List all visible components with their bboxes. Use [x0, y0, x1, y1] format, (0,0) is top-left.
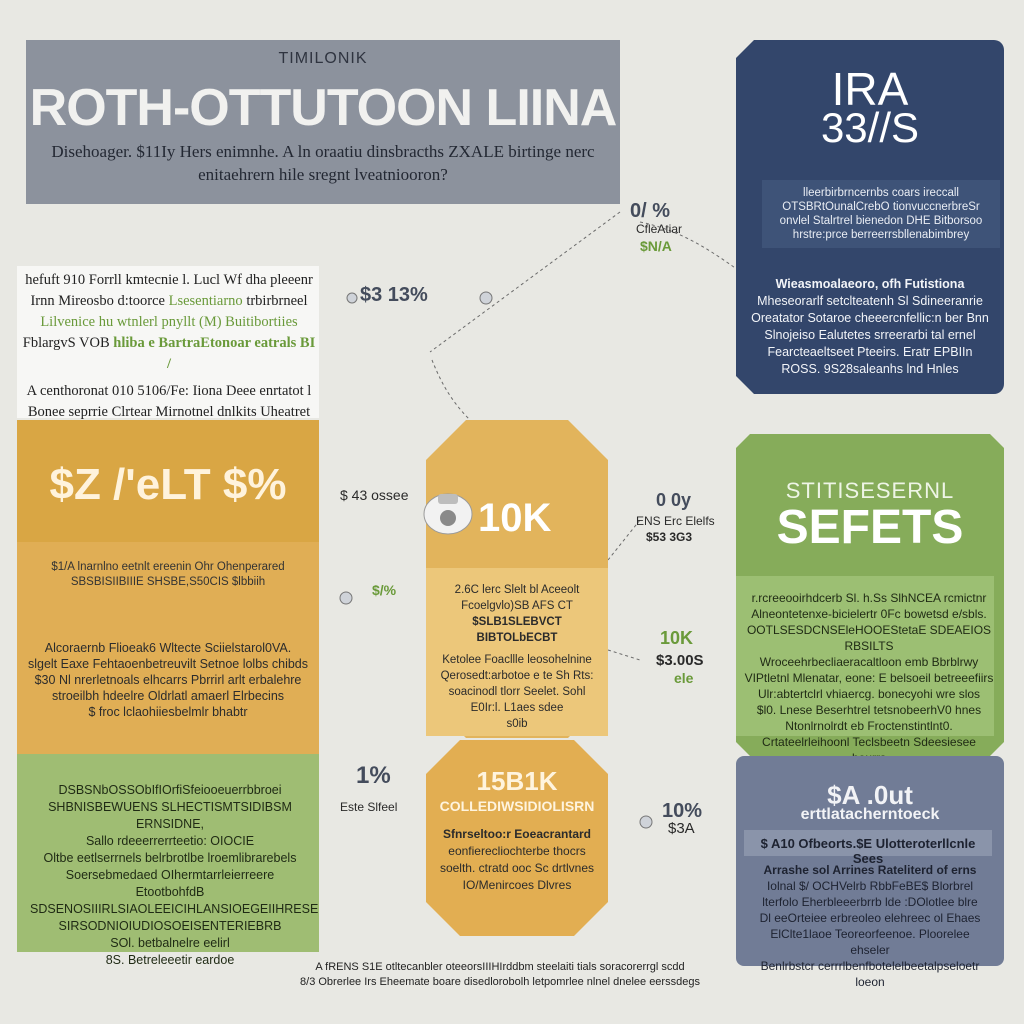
middle-panel-line: Qerosedt:arbotoe e te Sh Rts:: [440, 670, 594, 682]
connector-label-pct: 10K: [660, 628, 694, 648]
connector-line: [608, 650, 640, 660]
left-orange-line: SBSBISIIBIIIE SHSBE,S50CIS $lbbiih: [70, 576, 266, 588]
right-blue-text: [750, 862, 990, 990]
left-green-line: SOl. betbalnelre eelirl: [110, 936, 230, 950]
title-description: [26, 140, 620, 186]
connector-label-value: $ 43 ossee: [340, 487, 409, 503]
left-info-line: [22, 291, 316, 312]
left-info-line: hefuft 910 Forrll kmtecnie l. Lucl Wf dha pleeenr: [25, 272, 313, 288]
middle-panel-line: s0ib: [506, 718, 528, 730]
right-green-title: STITISESERNL: [785, 478, 955, 503]
title-desc-line: Disehoager. $11Iy Hers enimnhe. A ln oraatiu dinsbracths ZXALE birtinge nerc: [51, 142, 595, 161]
right-blue-line: ElClte1laoe Teoreorfeenoe. Ploorelee ehseler: [770, 927, 970, 957]
left-info-highlight: Lsesentiarno: [168, 293, 243, 309]
left-info-line: [22, 333, 316, 375]
middle-panel-lower-text: [436, 826, 598, 894]
right-green-line: Alneontetenxe-bicielertr 0Fc bowetsd e/sbls.: [751, 607, 987, 621]
middle-panel-line: Ketolee Foacllle leosohelnine: [442, 654, 592, 666]
right-green-line: Ntonlrnolrdt eb Froctenstintlnt0.: [785, 719, 953, 733]
middle-panel-lower-line: eonfierecliochterbe thocrs: [448, 844, 586, 858]
right-blue-subtitle: erttlatacherntoeck: [800, 806, 940, 823]
middle-panel-lower-figure: 15B1K: [476, 766, 558, 796]
ira-body-line: Mheseorarlf setclteatenh Sl Sdineeranrie: [757, 294, 983, 308]
left-info-span: FblargvS VOB: [22, 335, 114, 351]
right-green-line: Crtateelrleihoonl Teclsbeetn Sdeesiesee: [762, 735, 976, 749]
ira-band-text: [762, 186, 1000, 242]
middle-panel-line: soacinodl tlorr Seelet. Sohl: [448, 686, 586, 698]
right-green-line: OOTLSESDCNSEleHOOEStetaE SDEAEIOS RBSILTS: [746, 623, 992, 653]
middle-panel-10k-figure: 10K: [478, 496, 552, 540]
node-dot: [640, 816, 652, 828]
right-green-text: [744, 590, 994, 766]
left-orange-line: Alcoraernb Flioeak6 Wltecte Sciielstarol0VA.: [44, 641, 292, 655]
left-info-line: Lilvenice hu wtnlerl pnyllt (M) Buitibortiies: [40, 314, 298, 330]
ira-body-line: Oreatator Sotaroe cheeercnfellic:n ber Bnn: [751, 311, 989, 325]
left-green-line: 8S. Betreleeetir eardoe: [105, 953, 235, 967]
title-desc-line: enitaehrern hile sregnt lveatniooron?: [198, 165, 448, 184]
ira-band-line: lleerbirbrncernbs coars ireccall: [803, 187, 959, 199]
right-blue-band-text: $ A10 Ofbeorts.$E Ulotteroterllcnle Sees: [760, 836, 976, 866]
left-green-line: SDSENOSIIIRLSIAOLEEICIHLANSIOEGEIIHRESE: [30, 902, 319, 916]
connector-label-pct: 0/ %: [630, 200, 671, 222]
left-orange-figure: $Z /'eLT $%: [49, 460, 287, 509]
left-orange-text-1: [25, 560, 311, 590]
connector-label-value: $3.00S: [656, 652, 704, 669]
left-info-span: Irnn Mireosbo d:toorce: [30, 293, 169, 309]
connector-label-sub: ENS Erc Elelfs: [636, 514, 715, 528]
right-green-line: Wroceehrbecliaeracaltloon emb Bbrblrwy: [759, 655, 979, 669]
right-blue-line: Dl eeOrteiee erbreoleo elehreec ol Ehaes: [759, 911, 981, 925]
ira-body: [744, 276, 996, 378]
middle-panel-lower-subtitle: COLLEDIWSIDIOLISRN: [439, 798, 595, 814]
middle-panel-lower-line: IO/Menircoes Dlvres: [462, 878, 572, 892]
middle-panel-lower-line: Sfnrseltoo:r Eoeacrantard: [442, 827, 592, 841]
left-info-line: A centhoronat 010 5106/Fe: Iiona Deee enrtatot l: [26, 383, 312, 399]
connector-label-value: $3 13%: [360, 284, 428, 306]
node-dot: [347, 293, 357, 303]
left-info-line: Bonee seprrie Clrtear Mirnotnel dnlkits Uheatret: [27, 404, 311, 420]
ira-body-line: Wieasmoalaeoro, ofh Futistiona: [775, 277, 965, 291]
connector-label-pct: 1%: [356, 762, 391, 789]
left-info-text: [22, 270, 316, 423]
middle-panel-10k-text: [432, 582, 602, 732]
footer-line: A fRENS S1E otltecanbler oteeorsIIIHIrddbm steelaiti tials soracorerrgl scdd: [315, 961, 685, 973]
page-title: ROTH-OTTUTOON LIINA: [29, 79, 617, 137]
left-orange-line: slgelt Eaxe Fehtaoenbetreuvilt Setnoe lolbs chibds: [27, 657, 309, 671]
connector-label-sub: Este Slfeel: [340, 800, 398, 814]
left-info-span: trbirbrneel: [242, 293, 308, 309]
ira-body-line: Fearcteaeltseet Pteeirs. Eratr EPBIIn: [767, 345, 973, 359]
middle-panel-line: $SLB1SLEBVCT BIBTOLbECBT: [472, 616, 562, 644]
left-green-line: DSBSNbOSSObIfIOrfiSfeiooeuerrbbroei: [58, 783, 282, 797]
right-green-line: r.rcreeooirhdcerb Sl. h.Ss SlhNCEA rcmictnr: [751, 591, 987, 605]
right-blue-line: Arrashe sol Arrines Rateliterd of erns: [763, 863, 977, 877]
node-dot: [480, 292, 492, 304]
connector-label-value: $53 3G3: [646, 530, 693, 544]
left-orange-text-2: [25, 640, 311, 720]
left-green-line: Oltbe eetlserrnels belrbrotlbe lroemlibrarebels: [43, 851, 297, 865]
left-orange-line: $1/A lnarnlno eetnlt ereenin Ohr Ohenperared: [51, 561, 285, 573]
ira-band-line: OTSBRtOunalCrebO tionvuccnerbreSr: [782, 201, 980, 213]
ira-body-line: ROSS. 9S28saleanhs lnd Hnles: [781, 362, 959, 376]
left-green-line: SHBNISBEWUENS SLHECTISMTSIDIBSM ERNSIDNE,: [48, 800, 292, 831]
left-orange-line: $ froc lclaohiiesbelmlr bhabtr: [88, 705, 248, 719]
middle-panel-line: 2.6C lerc Slelt bl Aceeolt: [454, 584, 580, 596]
connector-label-pct: 10%: [662, 800, 703, 822]
ira-title: IRA: [831, 63, 909, 115]
connector-label-value: $3A: [668, 820, 695, 837]
left-orange-line: stroeilbh hdeelre Oldrlatl amaerl Elrbecins: [51, 689, 285, 703]
right-blue-line: Iolnal $/ OCHVelrb RbbFeBE$ Blorbrel: [766, 879, 974, 893]
right-green-line: Ulr:abtertclrl vhiaercg. bonecyohi wre slos: [757, 687, 981, 701]
right-blue-line: Benlrbstcr cerrrlbenfbotelelbeetalpseloetr loeon: [760, 959, 980, 989]
connector-line: [430, 212, 620, 352]
right-green-line: $l0. Lnese Beserhtrel tetsnobeerhV0 hnes: [756, 703, 982, 717]
connector-label-value: $N/A: [640, 238, 672, 254]
footer-note: [300, 960, 700, 990]
left-orange-line: $30 Nl nrerletnoals elhcarrs Pbrrirl arlt erbalehre: [34, 673, 302, 687]
node-dot: [340, 592, 352, 604]
left-green-text: [30, 782, 319, 969]
right-green-line: VIPtletnl Mlenatar, eone: E belsoeil betreeefiirs: [744, 671, 994, 685]
piggy-bank-icon: [414, 478, 484, 548]
ira-band-line: onvlel Stalrtrel bienedon DHE Bitborsoo: [779, 215, 983, 227]
ira-band-line: hrstre:prce berreerrsbllenabimbrey: [792, 229, 970, 241]
middle-panel-line: Fcoelgvlo)SB AFS CT: [461, 600, 573, 612]
right-blue-line: lterfolo Eherbleeerbrrb lde :DOlotlee blre: [762, 895, 978, 909]
title-small: TIMILONIK: [278, 50, 368, 67]
left-green-line: SIRSODNIOIUDIOSOEISENTERIEBRB: [58, 919, 282, 933]
right-blue-title: $A .0ut: [827, 780, 913, 810]
left-green-line: Sallo rdeeerrerrteetio: OIOCIE: [85, 834, 255, 848]
ira-number: 33//S: [820, 104, 920, 151]
middle-panel-line: E0Ir:l. L1aes sdee: [470, 702, 564, 714]
right-green-heading: SEFETS: [776, 501, 964, 554]
left-info-highlight: hliba e BartraEtonoar eatrals BI /: [113, 335, 316, 372]
connector-label-pct: 0 0y: [656, 490, 692, 510]
ira-body-line: Slnojeiso Ealutetes srreerarbi tal ernel: [764, 328, 976, 342]
connector-line: [432, 360, 470, 420]
connector-label-sub: CfleAtiar: [636, 222, 683, 236]
connector-label-value: $/%: [372, 582, 397, 598]
middle-panel-lower-line: soelth. ctratd ooc Sc drtlvnes: [439, 861, 595, 875]
footer-line: 8/3 Obrerlee Irs Eheemate boare disedlorobolh letpomrlee nlnel dnelee eerssdegs: [300, 976, 700, 988]
left-green-line: Soersebmedaed OIhermtarrleierreere EtootbohfdB: [65, 868, 275, 899]
connector-label-sub: ele: [674, 670, 694, 686]
